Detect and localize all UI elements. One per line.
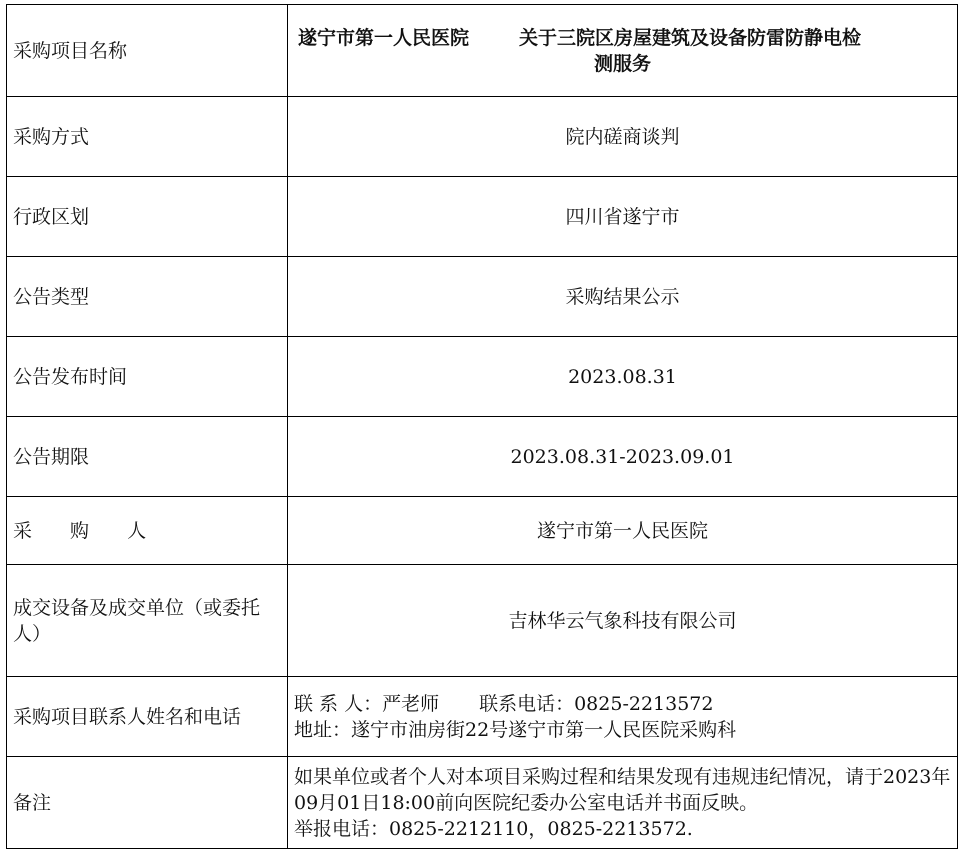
project-title: 关于三院区房屋建筑及设备防雷防静电检 (519, 26, 862, 49)
row-winner (7, 565, 958, 677)
label-method: 采购方式 (7, 97, 288, 177)
value-notice-type: 采购结果公示 (288, 257, 958, 337)
label-winner: 成交设备及成交单位（或委托人） (7, 565, 288, 677)
label-contact: 采购项目联系人姓名和电话 (7, 677, 288, 757)
project-title-cont: 测服务 (593, 52, 651, 75)
project-org: 遂宁市第一人民医院 (298, 26, 470, 49)
row-period (7, 417, 958, 497)
row-region (7, 177, 958, 257)
label-publish-time: 公告发布时间 (7, 337, 288, 417)
row-remarks (7, 757, 958, 849)
value-region: 四川省遂宁市 (288, 177, 958, 257)
value-winner: 吉林华云气象科技有限公司 (288, 565, 958, 677)
value-contact (288, 677, 958, 757)
label-remarks: 备注 (7, 757, 288, 849)
contact-address: 地址：遂宁市油房街22号遂宁市第一人民医院采购科 (294, 718, 737, 741)
row-project-name (7, 5, 958, 97)
value-project-name (288, 5, 958, 97)
contact-phone: 联系电话：0825-2213572 (479, 692, 714, 715)
value-method: 院内磋商谈判 (288, 97, 958, 177)
row-method (7, 97, 958, 177)
label-notice-type: 公告类型 (7, 257, 288, 337)
contact-person: 联 系 人：严老师 (294, 692, 440, 715)
row-publish-time (7, 337, 958, 417)
value-publish-time: 2023.08.31 (288, 337, 958, 417)
remarks-text: 如果单位或者个人对本项目采购过程和结果发现有违规违纪情况，请于2023年09月01日18:00前向医院纪委办公室电话并书面反映。 (294, 765, 951, 814)
label-purchaser: 采 购 人 (7, 497, 288, 565)
row-purchaser (7, 497, 958, 565)
value-period: 2023.08.31-2023.09.01 (288, 417, 958, 497)
label-period: 公告期限 (7, 417, 288, 497)
procurement-result-table (6, 4, 958, 849)
label-project-name: 采购项目名称 (7, 5, 288, 97)
label-region: 行政区划 (7, 177, 288, 257)
row-contact (7, 677, 958, 757)
value-purchaser: 遂宁市第一人民医院 (288, 497, 958, 565)
value-remarks (288, 757, 958, 849)
remarks-report-phone: 举报电话：0825-2212110，0825-2213572. (294, 817, 693, 840)
row-notice-type (7, 257, 958, 337)
